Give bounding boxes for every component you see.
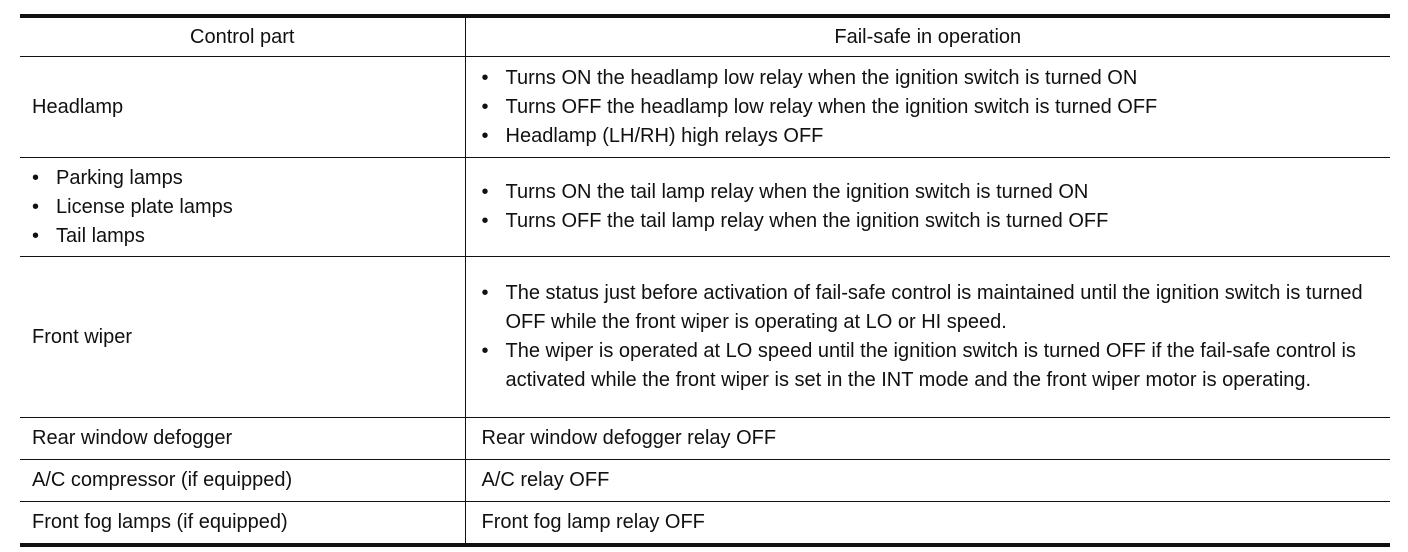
table-row: [20, 418, 1390, 460]
operation-cell: Front fog lamp relay OFF: [465, 502, 1390, 546]
table-header-row: [20, 16, 1390, 57]
operation-cell: [465, 257, 1390, 418]
operation-item: • Turns ON the tail lamp relay when the ignition switch is turned ON: [482, 178, 1383, 207]
control-part-list: [32, 164, 455, 251]
operation-cell: [465, 158, 1390, 257]
operation-item: • Turns OFF the headlamp low relay when the ignition switch is turned OFF: [482, 93, 1383, 122]
control-part-item: • Tail lamps: [32, 222, 455, 251]
operation-item: • Turns OFF the tail lamp relay when the ignition switch is turned OFF: [482, 207, 1383, 236]
header-fail-safe-operation: Fail-safe in operation: [465, 16, 1390, 57]
control-part-cell: [20, 158, 465, 257]
header-control-part: Control part: [20, 16, 465, 57]
operation-cell: [465, 57, 1390, 158]
table-row: [20, 460, 1390, 502]
table-row: [20, 57, 1390, 158]
operation-cell: A/C relay OFF: [465, 460, 1390, 502]
operation-item: • Headlamp (LH/RH) high relays OFF: [482, 122, 1383, 151]
operation-cell: Rear window defogger relay OFF: [465, 418, 1390, 460]
control-part-cell: Front fog lamps (if equipped): [20, 502, 465, 546]
operation-item: • Turns ON the headlamp low relay when the ignition switch is turned ON: [482, 64, 1383, 93]
control-part-cell: Front wiper: [20, 257, 465, 418]
table-row: [20, 158, 1390, 257]
operation-list: [482, 279, 1383, 395]
control-part-cell: Rear window defogger: [20, 418, 465, 460]
control-part-cell: A/C compressor (if equipped): [20, 460, 465, 502]
operation-list: [482, 64, 1383, 151]
operation-list: [482, 178, 1383, 236]
table-row: [20, 502, 1390, 546]
fail-safe-table-container: [20, 14, 1390, 547]
control-part-item: • License plate lamps: [32, 193, 455, 222]
fail-safe-table: [20, 14, 1390, 547]
operation-item: • The status just before activation of fail-safe control is maintained until the ignition switch is turned OFF while the front wiper is operating at LO or HI speed.: [482, 279, 1383, 337]
control-part-item: • Parking lamps: [32, 164, 455, 193]
operation-item: • The wiper is operated at LO speed until the ignition switch is turned OFF if the fail-safe control is activated while the front wiper is set in the INT mode and the front wiper motor is operating.: [482, 337, 1383, 395]
table-row: [20, 257, 1390, 418]
control-part-cell: Headlamp: [20, 57, 465, 158]
